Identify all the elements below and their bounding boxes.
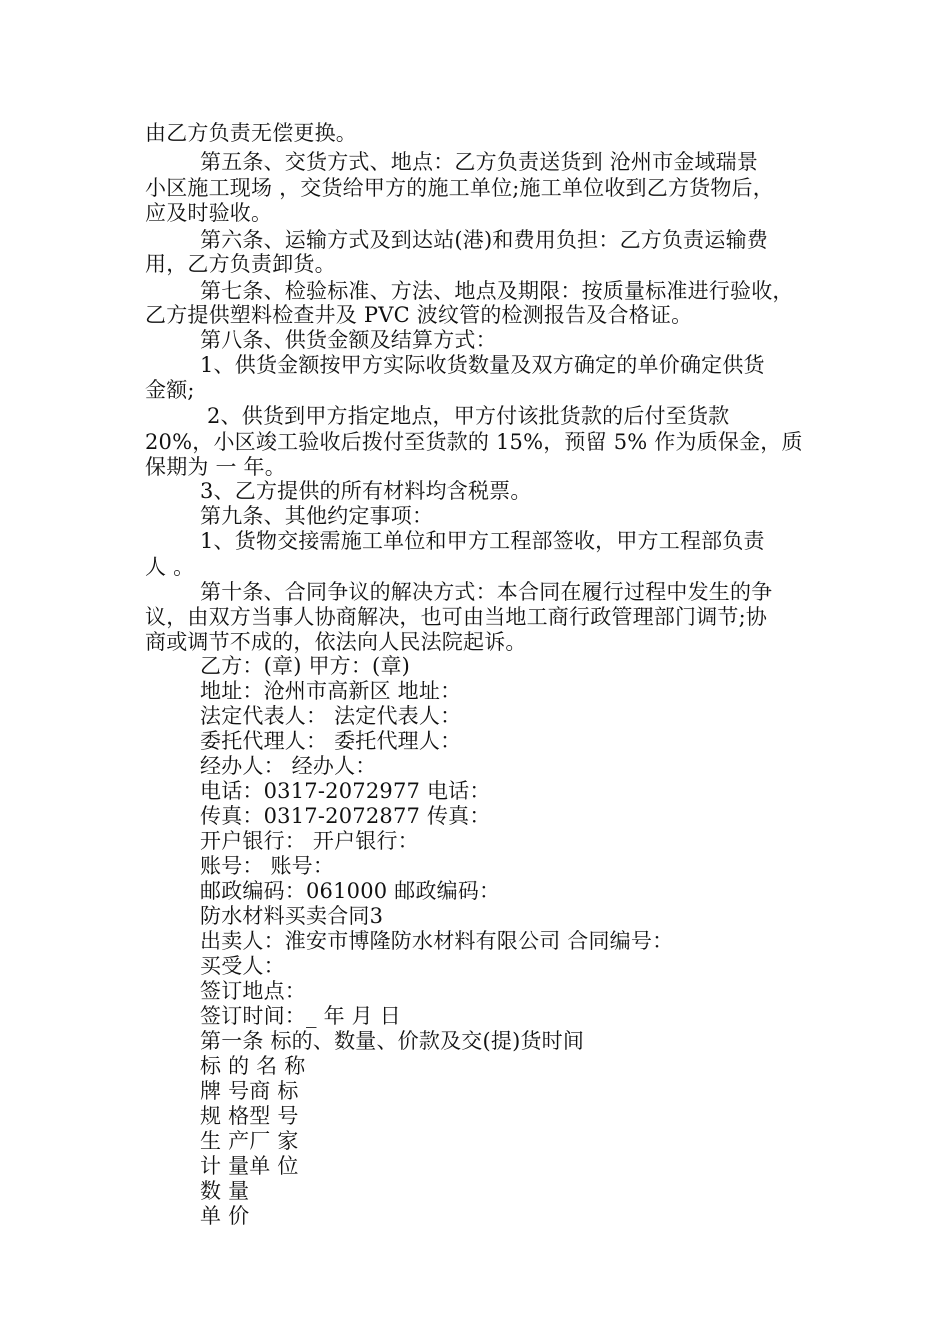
text-line: 第一条 标的、数量、价款及交(提)货时间 [200, 1029, 585, 1053]
text-line: 法定代表人： 法定代表人： [200, 704, 462, 728]
text-line: 标 的 名 称 [200, 1054, 306, 1078]
text-line: 第五条、交货方式、地点：乙方负责送货到 沧州市金域瑞景 [200, 150, 759, 174]
text-line: 签订地点： [200, 979, 306, 1003]
text-line: 第七条、检验标准、方法、地点及期限：按质量标准进行验收， [200, 279, 794, 303]
text-line: 生 产厂 家 [200, 1129, 299, 1153]
text-line: 委托代理人： 委托代理人： [200, 729, 462, 753]
text-line: 规 格型 号 [200, 1104, 299, 1128]
text-line: 第十条、合同争议的解决方式：本合同在履行过程中发生的争 [200, 580, 773, 604]
text-line: 1、供货金额按甲方实际收货数量及双方确定的单价确定供货 [200, 353, 765, 377]
text-line: 牌 号商 标 [200, 1079, 299, 1103]
text-line: 第八条、供货金额及结算方式： [200, 328, 497, 352]
text-line: 保期为 一 年。 [145, 455, 286, 479]
text-line: 由乙方负责无偿更换。 [145, 121, 357, 145]
text-line: 买受人： [200, 954, 285, 978]
text-line: 签订时间：_ 年 月 日 [200, 1004, 401, 1028]
text-line: 20%，小区竣工验收后拨付至货款的 15%，预留 5% 作为质保金，质 [145, 430, 803, 454]
text-line: 人 。 [145, 555, 195, 579]
text-line: 2、供货到甲方指定地点，甲方付该批货款的后付至货款 [207, 404, 730, 428]
text-line: 乙方提供塑料检查井及 PVC 波纹管的检测报告及合格证。 [145, 303, 693, 327]
text-line: 第九条、其他约定事项： [200, 504, 434, 528]
text-line: 议，由双方当事人协商解决，也可由当地工商行政管理部门调节;协 [145, 605, 768, 629]
text-line: 传真：0317-2072877 传真： [200, 804, 491, 828]
text-line: 单 价 [200, 1204, 250, 1228]
text-line: 防水材料买卖合同3 [200, 904, 384, 928]
text-line: 3、乙方提供的所有材料均含税票。 [200, 479, 532, 503]
text-line: 应及时验收。 [145, 201, 273, 225]
text-line: 乙方：(章) 甲方：(章) [200, 654, 411, 678]
text-line: 出卖人：淮安市博隆防水材料有限公司 合同编号： [200, 929, 674, 953]
text-line: 经办人： 经办人： [200, 754, 377, 778]
text-line: 账号： 账号： [200, 854, 335, 878]
text-line: 小区施工现场 ，交货给甲方的施工单位;施工单位收到乙方货物后， [145, 176, 774, 200]
text-line: 邮政编码：061000 邮政编码： [200, 879, 501, 903]
text-line: 地址：沧州市高新区 地址： [200, 679, 462, 703]
text-line: 金额; [145, 378, 195, 402]
text-line: 第六条、运输方式及到达站(港)和费用负担：乙方负责运输费 [200, 228, 768, 252]
text-line: 电话：0317-2072977 电话： [200, 779, 491, 803]
text-line: 商或调节不成的，依法向人民法院起诉。 [145, 630, 527, 654]
text-line: 数 量 [200, 1179, 250, 1203]
text-line: 开户银行： 开户银行： [200, 829, 419, 853]
text-line: 用，乙方负责卸货。 [145, 252, 336, 276]
text-line: 计 量单 位 [200, 1154, 299, 1178]
text-line: 1、货物交接需施工单位和甲方工程部签收，甲方工程部负责 [200, 529, 765, 553]
